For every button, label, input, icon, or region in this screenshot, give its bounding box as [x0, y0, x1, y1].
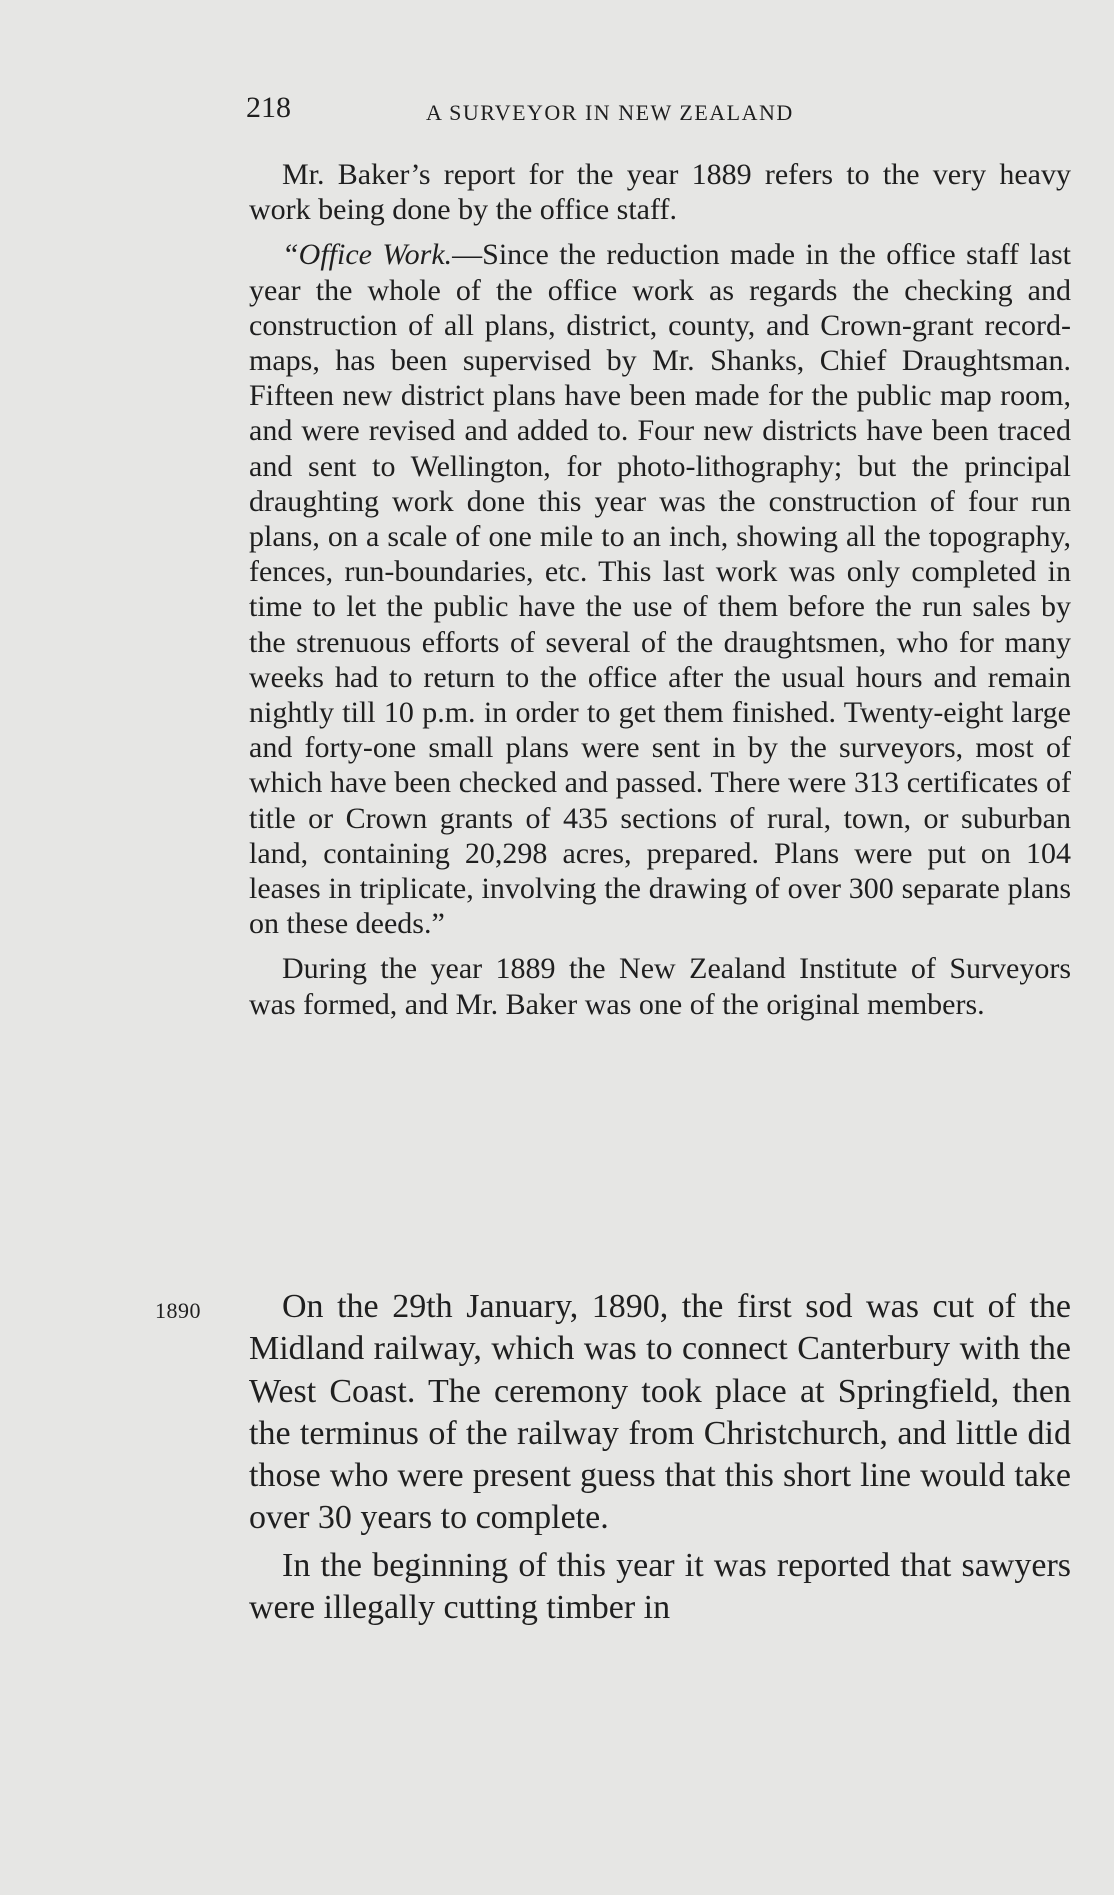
running-head: A SURVEYOR IN NEW ZEALAND: [426, 100, 794, 125]
margin-year-note: 1890: [155, 1298, 201, 1323]
paragraph-report-intro: Mr. Baker’s report for the year 1889 refers to the very heavy work being done by the office staff.: [249, 158, 1071, 227]
quote-lead-italic: “Office Work.: [282, 238, 453, 272]
paragraph-institute: During the year 1889 the New Zealand Institute of Surveyors was formed, and Mr. Baker was one of the original members.: [249, 952, 1071, 1021]
paragraph-office-work-quote: [249, 237, 1071, 941]
paragraph-sawyers: In the beginning of this year it was reported that sawyers were illegally cutting timber in: [249, 1546, 1071, 1627]
page-number: 218: [246, 91, 291, 124]
small-text-block: [249, 157, 1071, 1022]
large-text-block: [249, 1286, 1071, 1629]
paragraph-midland-railway: On the 29th January, 1890, the first sod was cut of the Midland railway, which was to connect Canterbury with the West Coast. The ceremony took place at Springfield, then the terminus of the railway from Christchurch, and little did those who were present guess that this short line would take over 30 years to complete.: [249, 1288, 1071, 1537]
quote-body: —Since the reduction made in the office staff last year the whole of the office work as regards the checking and construction of all plans, district, county, and Crown-grant record-maps, has been supervised by Mr. Shanks, Chief Draughtsman. Fifteen new district plans have been made for the public map room, and were revised and added to. Four new districts have been traced and sent to Wellington, for photo-lithography; but the principal draughting work done this year was the construction of four run plans, on a scale of one mile to an inch, showing all the topography, fences, run-boundaries, etc. This last work was only completed in time to let the public have the use of them before the run sales by the strenuous efforts of several of the draughtsmen, who for many weeks had to return to the office after the usual hours and remain nightly till 10 p.m. in order to get them finished. Twenty-eight large and forty-one small plans were sent in by the surveyors, most of which have been checked and passed. There were 313 certificates of title or Crown grants of 435 sections of rural, town, or suburban land, containing 20,298 acres, prepared. Plans were put on 104 leases in triplicate, involving the drawing of over 300 separate plans on these deeds.”: [249, 238, 1071, 941]
